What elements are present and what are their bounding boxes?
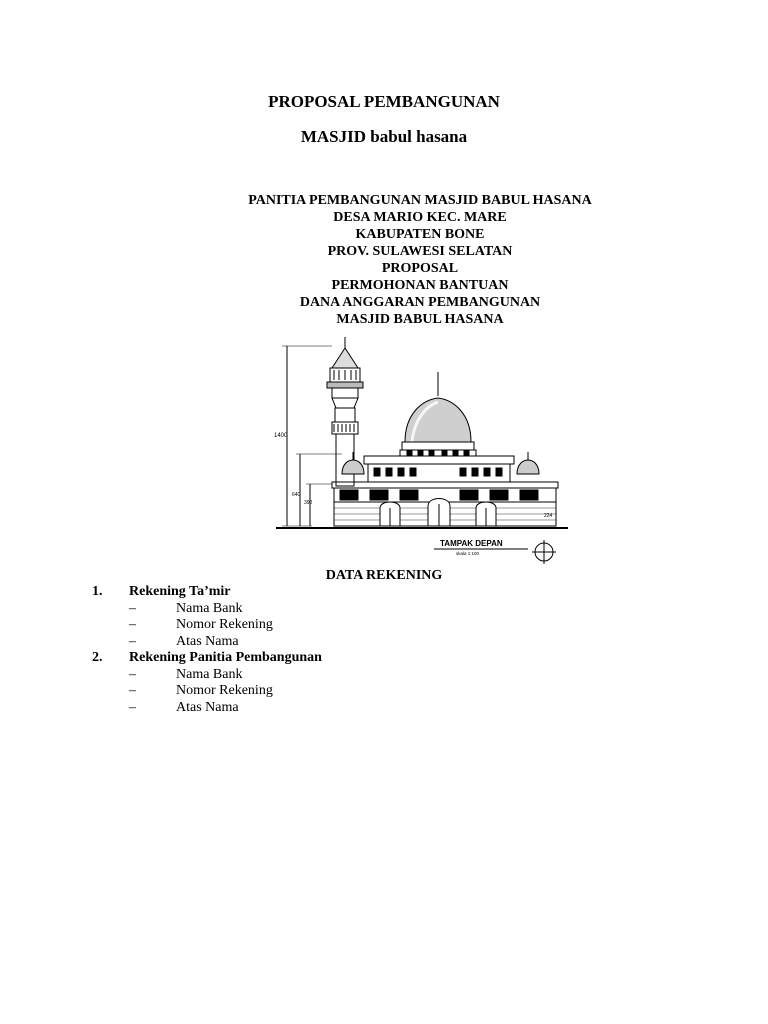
committee-line: PROPOSAL xyxy=(381,261,459,276)
field-label: Atas Nama xyxy=(176,699,239,715)
dash-bullet: – xyxy=(129,699,136,715)
field-label: Nama Bank xyxy=(176,600,243,616)
list-item xyxy=(92,584,322,601)
committee-line: MASJID BABUL HASANA xyxy=(336,312,504,327)
committee-block xyxy=(36,192,768,328)
dash-bullet: – xyxy=(129,617,136,632)
mosque-name-title: MASJID babul hasana xyxy=(300,127,468,146)
dash-bullet: – xyxy=(129,666,136,682)
item-title: Rekening Panitia Pembangunan xyxy=(129,650,322,665)
list-item xyxy=(92,650,322,667)
dimension-label: 640 xyxy=(292,492,301,498)
field-label: Atas Nama xyxy=(176,633,239,649)
item-number: 2. xyxy=(92,650,103,665)
sub-item xyxy=(92,683,322,700)
sub-item xyxy=(92,634,322,651)
committee-line: DESA MARIO KEC. MARE xyxy=(333,210,507,225)
data-rekening-heading: DATA REKENING xyxy=(325,568,443,583)
item-title: Rekening Ta’mir xyxy=(129,584,231,599)
committee-line: DANA ANGGARAN PEMBANGUNAN xyxy=(299,295,541,310)
dimension-label: 224 xyxy=(544,513,553,519)
account-list xyxy=(92,584,322,716)
sub-item xyxy=(92,667,322,684)
dash-bullet: – xyxy=(129,600,136,616)
drawing-caption: TAMPAK DEPAN xyxy=(440,539,503,548)
item-number: 1. xyxy=(92,584,103,599)
drawing-scale: skala 1:100 xyxy=(456,551,480,556)
dimension-label: 390 xyxy=(304,500,313,506)
sub-item xyxy=(92,601,322,618)
dimension-label: 1400 xyxy=(274,433,288,439)
committee-line: PANITIA PEMBANGUNAN MASJID BABUL HASANA xyxy=(248,193,592,208)
committee-line: KABUPATEN BONE xyxy=(355,227,485,242)
committee-line: PERMOHONAN BANTUAN xyxy=(331,278,509,293)
field-label: Nomor Rekening xyxy=(176,683,273,698)
dash-bullet: – xyxy=(129,633,136,649)
sub-item xyxy=(92,700,322,717)
mosque-front-elevation-drawing xyxy=(272,334,572,570)
sub-item xyxy=(92,617,322,634)
proposal-title: PROPOSAL PEMBANGUNAN xyxy=(268,92,500,111)
committee-line: PROV. SULAWESI SELATAN xyxy=(327,244,513,259)
field-label: Nomor Rekening xyxy=(176,617,273,632)
field-label: Nama Bank xyxy=(176,666,243,682)
dash-bullet: – xyxy=(129,683,136,698)
